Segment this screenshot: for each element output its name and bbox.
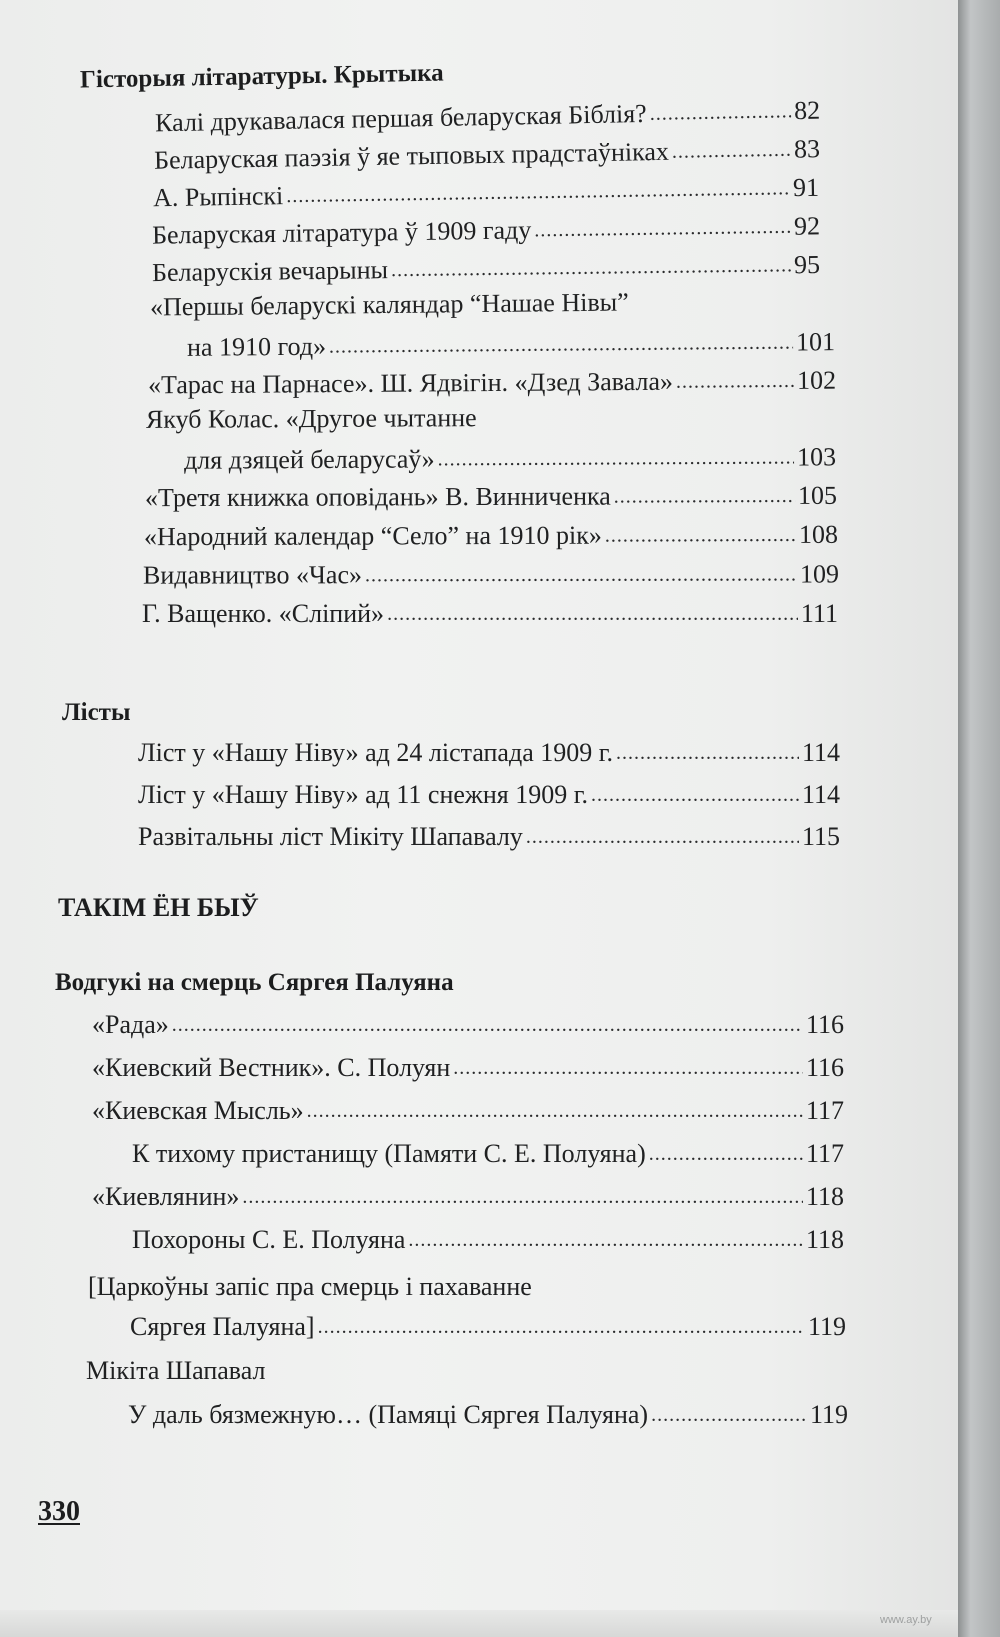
toc-entry-page: 105: [797, 480, 838, 510]
leader-dots: [526, 826, 799, 852]
toc-entry-title-continued: У даль бязмежную… (Памяці Сяргея Палуяна): [128, 1400, 649, 1429]
toc-entry: [145, 471, 837, 513]
toc-entry-title-continued: на 1910 год»: [186, 331, 327, 362]
section-heading-literature: Гісторыя літаратуры. Крытыка: [79, 59, 444, 94]
leader-dots: [649, 1143, 803, 1169]
leader-dots: [651, 1404, 807, 1430]
toc-entry-page: 116: [805, 1053, 844, 1082]
toc-entry-page: 82: [793, 95, 821, 126]
toc-entry-page: 111: [800, 599, 838, 628]
toc-entry-title: Похороны С. Е. Полуяна: [132, 1225, 406, 1254]
toc-entry: [142, 589, 838, 629]
toc-entry-title: Ліст у «Нашу Ніву» ад 24 лістапада 1909 г.: [138, 738, 613, 767]
toc-entry-page: 92: [793, 211, 821, 241]
toc-entry: [143, 549, 839, 590]
toc-entry-page: 101: [795, 327, 836, 357]
toc-entry: [152, 240, 820, 288]
page-bottom-shadow: [0, 1610, 958, 1637]
toc-entry-title: Видавництво «Час»: [142, 560, 363, 590]
toc-entry-title: Беларускія вечарыны: [151, 255, 389, 288]
toc-entry: [132, 1129, 844, 1169]
toc-entry-title: Развітальны ліст Мікіту Шапавалу: [138, 822, 523, 851]
leader-dots: [242, 1186, 803, 1212]
toc-entry-page: 119: [807, 1312, 846, 1341]
toc-entry-page: 115: [801, 822, 840, 851]
toc-entry-title: А. Рыпінскі: [152, 181, 284, 213]
toc-entry: [184, 432, 836, 475]
toc-entry-title: Ліст у «Нашу Ніву» ад 11 снежня 1909 г.: [138, 780, 588, 809]
toc-entry: [92, 1000, 844, 1040]
toc-entry-page: 103: [796, 442, 837, 472]
leader-dots: [365, 563, 797, 590]
toc-entry-page: 119: [809, 1400, 848, 1429]
toc-entry: [128, 1390, 848, 1430]
toc-entry: [138, 728, 840, 768]
toc-entry-title: К тихому пристанищу (Памяти С. Е. Полуяна): [132, 1139, 646, 1168]
toc-entry-page: 114: [801, 738, 840, 767]
toc-entry-title: Г. Ващенко. «Сліпий»: [142, 599, 385, 628]
watermark: www.ay.by: [880, 1614, 932, 1626]
toc-entry-page: 83: [793, 134, 821, 164]
toc-entry-page: 109: [799, 559, 840, 589]
toc-entry: [138, 770, 840, 810]
leader-dots: [605, 524, 796, 551]
toc-entry-title: «Рада»: [92, 1010, 169, 1039]
toc-entry-page: 118: [805, 1182, 844, 1211]
toc-entry: [144, 510, 838, 552]
leader-dots: [408, 1229, 803, 1255]
toc-entry-page: 116: [805, 1010, 844, 1039]
leader-dots: [453, 1057, 803, 1083]
toc-entry-title: «Киевская Мысль»: [92, 1096, 304, 1125]
toc-entry: [148, 356, 836, 401]
toc-entry-title: Беларуская паэзія ў яе тыповых прадстаўніках: [153, 136, 670, 175]
toc-entry: [92, 1086, 844, 1126]
leader-dots: [318, 1316, 805, 1342]
toc-entry: [132, 1215, 844, 1255]
toc-entry-title: «Третя книжка оповідань» В. Винниченка: [144, 481, 611, 513]
toc-entry-title: Калі друкавалася першая беларуская Біблія?: [154, 98, 647, 138]
page-number: 330: [38, 1496, 80, 1527]
section-heading-responses: Водгукі на смерць Сяргея Палуяна: [55, 969, 454, 996]
toc-entry: [92, 1172, 844, 1212]
leader-dots: [614, 485, 795, 512]
leader-dots: [676, 370, 794, 397]
leader-dots: [616, 742, 799, 768]
leader-dots: [591, 784, 799, 810]
toc-entry-title: «Народний календар “Село” на 1910 рік»: [143, 520, 602, 552]
toc-entry-title-continued: Сяргея Палуяна]: [130, 1312, 315, 1341]
book-spine-edge: [958, 0, 1000, 1637]
toc-entry-author: Мікіта Шапавал: [86, 1356, 266, 1385]
leader-dots: [391, 254, 791, 285]
toc-entry-page: 114: [801, 780, 840, 809]
toc-entry-page: 117: [805, 1096, 844, 1125]
toc-entry-title: Якуб Колас. «Другое чытанне: [145, 403, 477, 434]
toc-entry-title: «Тарас на Парнасе». Ш. Ядвігін. «Дзед Завала»: [147, 366, 674, 400]
toc-entry-title: [Царкоўны запіс пра смерць і пахаванне: [88, 1272, 532, 1301]
toc-entry-title: Беларуская літаратура ў 1909 гаду: [151, 215, 532, 250]
toc-entry: [130, 1302, 846, 1342]
toc-entry-page: 108: [798, 519, 839, 549]
toc-entry-page: 102: [796, 365, 837, 395]
part-title: ТАКІМ ЁН БЫЎ: [58, 893, 259, 922]
leader-dots: [172, 1014, 803, 1040]
leader-dots: [387, 603, 798, 629]
toc-entry: [138, 812, 840, 852]
toc-entry-title: «Киевский Вестник». С. Полуян: [92, 1053, 451, 1082]
toc-entry-page: 91: [792, 172, 820, 203]
section-heading-letters: Лісты: [62, 699, 131, 726]
toc-entry-title: «Першы беларускі каляндар “Нашае Нівы”: [149, 287, 629, 322]
leader-dots: [307, 1100, 803, 1126]
toc-entry-title-continued: для дзяцей беларусаў»: [183, 444, 435, 475]
toc-entry-page: 118: [805, 1225, 844, 1254]
toc-entry-page: 95: [793, 249, 821, 280]
toc-entry-page: 117: [805, 1139, 844, 1168]
toc-entry: [92, 1043, 844, 1083]
toc-entry-title: «Киевлянин»: [92, 1182, 240, 1211]
